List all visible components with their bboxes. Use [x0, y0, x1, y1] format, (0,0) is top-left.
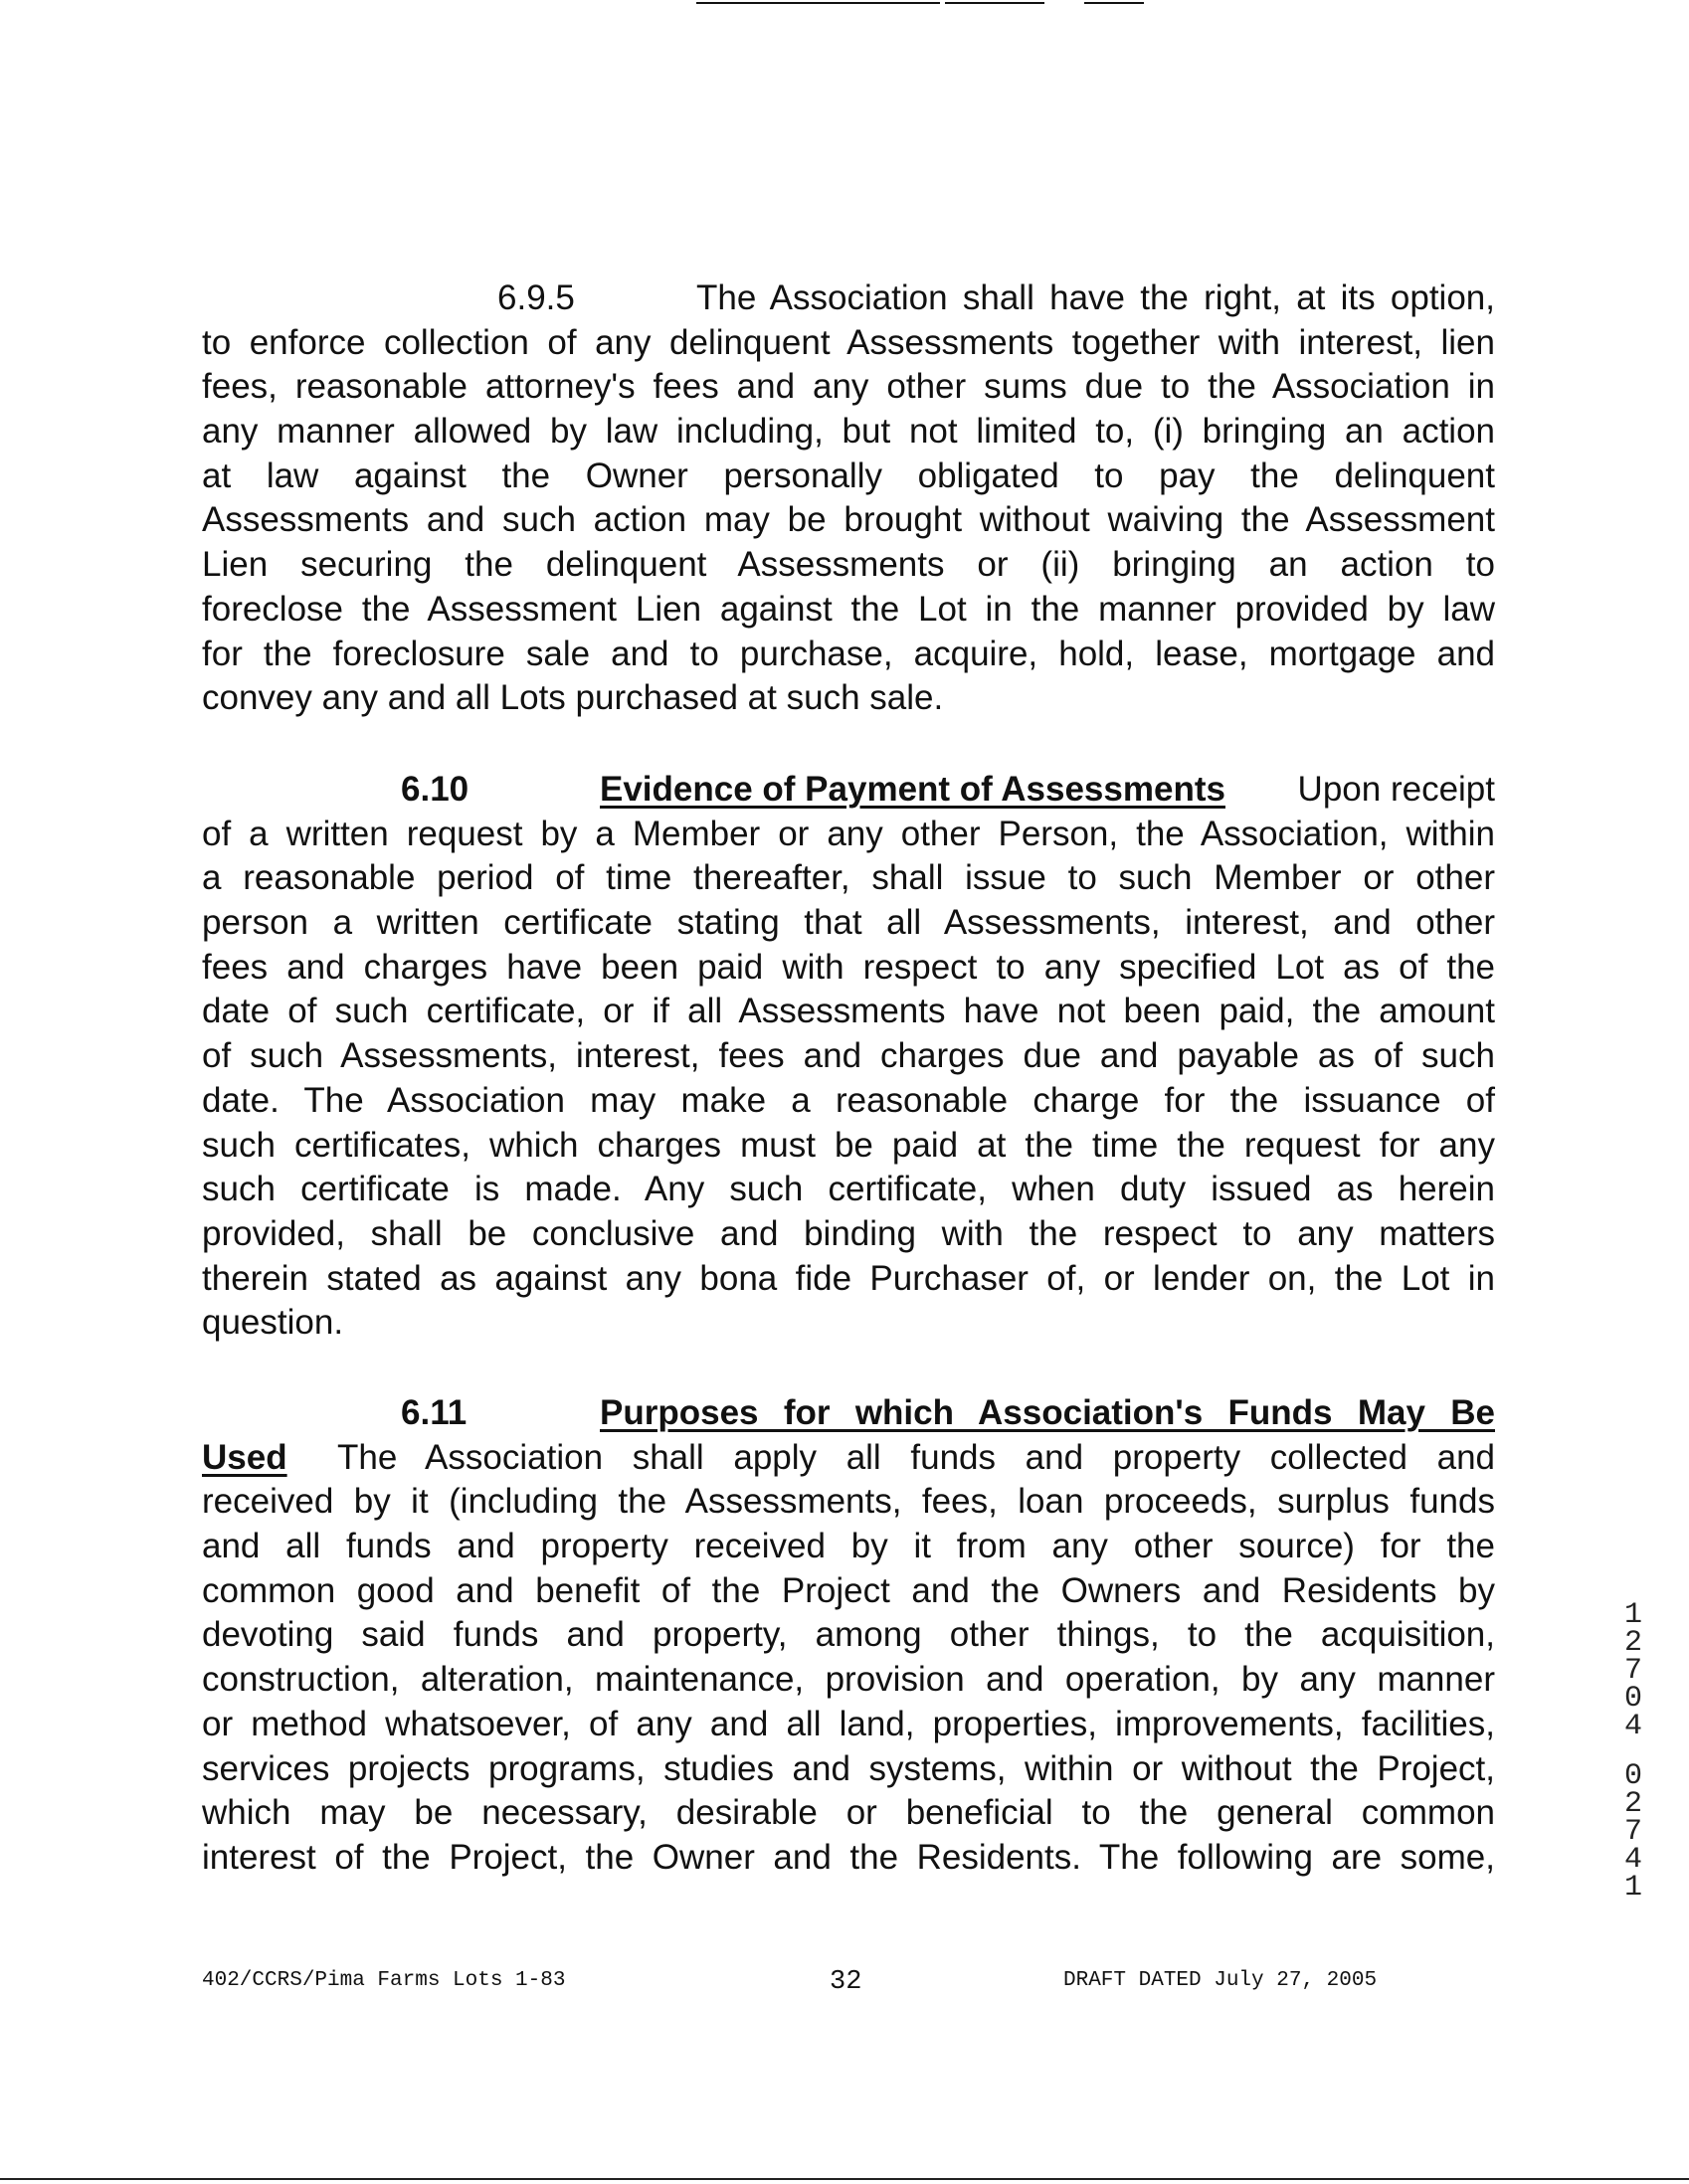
section-lead-text: The Association shall apply all funds and property collected and — [337, 1437, 1495, 1477]
stamp-digit: 4 — [1623, 1843, 1642, 1877]
body-line: date. The Association may make a reasonable charge for the issuance of — [202, 1080, 1495, 1120]
body-line: such certificates, which charges must be paid at the time the request for any — [202, 1125, 1495, 1165]
body-line: or method whatsoever, of any and all land, properties, improvements, facilities, — [202, 1704, 1495, 1743]
top-scan-rule — [945, 2, 1044, 4]
body-line: which may be necessary, desirable or beneficial to the general common — [202, 1793, 1495, 1833]
body-line: of such Assessments, interest, fees and charges due and payable as of such — [202, 1036, 1495, 1076]
section-lead-text: The Association shall have the right, at its option, — [696, 278, 1495, 317]
body-line: fees and charges have been paid with respect to any specified Lot as of the — [202, 947, 1495, 987]
body-line: and all funds and property received by it from any other source) for the — [202, 1527, 1495, 1566]
stamp-digit: 4 — [1623, 1710, 1642, 1743]
body-line: convey any and all Lots purchased at such sale. — [202, 678, 944, 718]
body-line: fees, reasonable attorney's fees and any other sums due to the Association in — [202, 367, 1495, 407]
section-heading: Purposes for which Association's Funds May Be — [600, 1393, 1495, 1432]
section-6-10 — [202, 768, 1495, 1346]
body-line: Lien securing the delinquent Assessments or (ii) bringing an action to — [202, 545, 1495, 585]
body-line: person a written certificate stating that all Assessments, interest, and other — [202, 903, 1495, 943]
body-line: any manner allowed by law including, but not limited to, (i) bringing an action — [202, 412, 1495, 452]
stamp-digit: 7 — [1623, 1815, 1642, 1849]
top-scan-rule — [1084, 2, 1144, 4]
bottom-scan-rule — [0, 2178, 1689, 2180]
footer-page-number: 32 — [830, 1967, 862, 1997]
stamp-digit: 7 — [1623, 1654, 1642, 1688]
section-first-line — [202, 768, 1495, 813]
body-line: a reasonable period of time thereafter, shall issue to such Member or other — [202, 858, 1495, 898]
body-line: provided, shall be conclusive and binding with the respect to any matters — [202, 1213, 1495, 1253]
section-lead-text: Upon receipt — [1297, 770, 1495, 809]
stamp-digit: 2 — [1623, 1787, 1642, 1821]
body-line: construction, alteration, maintenance, provision and operation, by any manner — [202, 1660, 1495, 1700]
stamp-digit: 2 — [1623, 1626, 1642, 1660]
body-line: therein stated as against any bona fide Purchaser of, or lender on, the Lot in — [202, 1258, 1495, 1298]
body-line: at law against the Owner personally obligated to pay the delinquent — [202, 455, 1495, 495]
section-6-9-5 — [202, 276, 1495, 721]
section-number: 6.10 — [401, 770, 469, 809]
section-heading-continued: Used — [202, 1437, 287, 1477]
body-line: to enforce collection of any delinquent Assessments together with interest, lien — [202, 322, 1495, 362]
section-second-line — [202, 1436, 1495, 1481]
stamp-digit: 0 — [1623, 1682, 1642, 1716]
stamp-digit: 0 — [1623, 1759, 1642, 1793]
stamp-digit: 1 — [1623, 1598, 1642, 1632]
body-line: received by it (including the Assessments, fees, loan proceeds, surplus funds — [202, 1482, 1495, 1522]
body-line: devoting said funds and property, among other things, to the acquisition, — [202, 1615, 1495, 1655]
footer-draft-date: DRAFT DATED July 27, 2005 — [1063, 1969, 1378, 1992]
body-line: date of such certificate, or if all Assessments have not been paid, the amount — [202, 992, 1495, 1031]
section-first-line — [202, 1391, 1495, 1436]
section-first-line — [202, 276, 1495, 321]
body-line: services projects programs, studies and systems, within or without the Project, — [202, 1748, 1495, 1788]
footer-doc-ref: 402/CCRS/Pima Farms Lots 1-83 — [202, 1969, 566, 1992]
body-line: foreclose the Assessment Lien against the Lot in the manner provided by law — [202, 589, 1495, 629]
top-scan-rule — [696, 2, 816, 4]
top-scan-rule — [816, 2, 940, 4]
section-6-11 — [202, 1391, 1495, 1881]
body-line: for the foreclosure sale and to purchase, acquire, hold, lease, mortgage and — [202, 634, 1495, 673]
body-line: Assessments and such action may be brought without waiving the Assessment — [202, 500, 1495, 540]
recording-stamp — [1618, 1598, 1648, 1905]
body-line: interest of the Project, the Owner and the Residents. The following are some, — [202, 1837, 1495, 1877]
section-number: 6.9.5 — [497, 278, 575, 317]
body-line: such certificate is made. Any such certificate, when duty issued as herein — [202, 1170, 1495, 1209]
stamp-digit: 1 — [1623, 1871, 1642, 1905]
section-number: 6.11 — [401, 1393, 468, 1432]
body-line: common good and benefit of the Project and the Owners and Residents by — [202, 1570, 1495, 1610]
section-heading: Evidence of Payment of Assessments — [600, 770, 1225, 809]
body-line: question. — [202, 1303, 344, 1343]
body-line: of a written request by a Member or any other Person, the Association, within — [202, 814, 1495, 853]
